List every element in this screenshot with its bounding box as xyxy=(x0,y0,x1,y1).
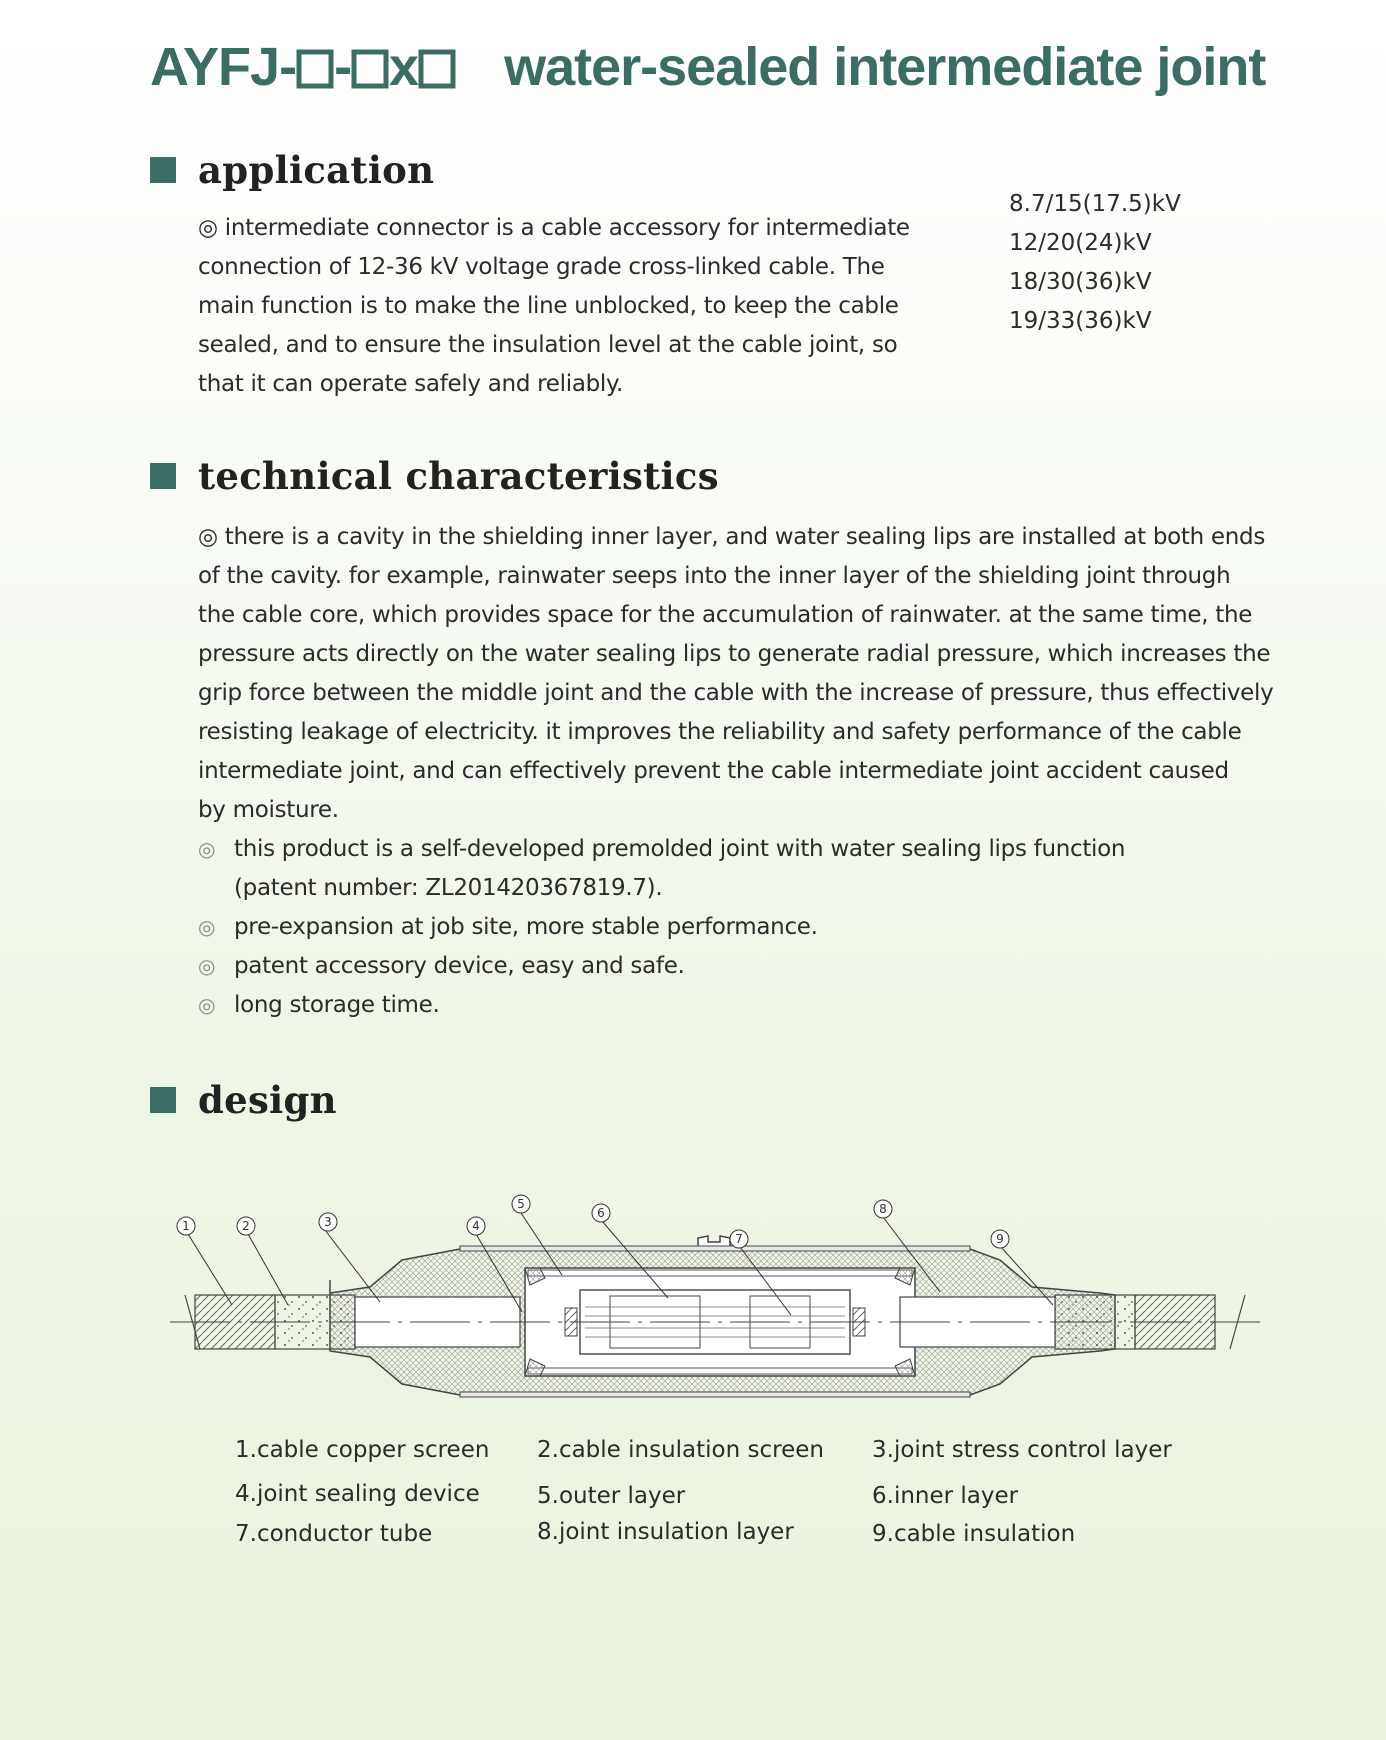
callout-3 xyxy=(319,1213,337,1231)
svg-text:5: 5 xyxy=(517,1197,525,1211)
joint-cross-section-diagram xyxy=(170,1150,1260,1400)
bullet-text: long storage time. xyxy=(234,992,440,1018)
model-prefix: AYFJ- xyxy=(150,37,297,97)
voltage-item: 19/33(36)kV xyxy=(1009,308,1152,334)
voltage-item: 12/20(24)kV xyxy=(1009,230,1152,256)
svg-text:8: 8 xyxy=(879,1202,887,1216)
callout-7 xyxy=(730,1230,748,1248)
application-heading xyxy=(150,150,434,190)
technical-heading xyxy=(150,456,719,496)
svg-text:4: 4 xyxy=(472,1219,480,1233)
legend-item: 1.cable copper screen xyxy=(235,1437,490,1463)
circle-bullet-icon: ◎ xyxy=(198,915,216,939)
circle-bullet-icon: ◎ xyxy=(198,837,216,861)
callout-8 xyxy=(874,1200,892,1218)
blank-box-icon xyxy=(418,49,456,89)
callout-1 xyxy=(177,1217,195,1235)
blank-box-icon xyxy=(351,49,389,89)
list-item xyxy=(198,986,1308,1025)
text-line: that it can operate safely and reliably. xyxy=(198,371,624,397)
section-square-icon xyxy=(150,157,176,183)
circle-bullet-icon: ◎ xyxy=(198,993,216,1017)
bullet-text-continued: (patent number: ZL201420367819.7). xyxy=(234,875,663,901)
text-line: ◎ intermediate connector is a cable accessory for intermediate xyxy=(198,215,910,241)
text-line: intermediate joint, and can effectively prevent the cable intermediate joint accident caused xyxy=(198,758,1229,784)
text-line: of the cavity. for example, rainwater seeps into the inner layer of the shielding joint through xyxy=(198,563,1231,589)
voltage-list xyxy=(1009,185,1279,341)
design-heading-text: design xyxy=(198,1078,337,1122)
callout-9 xyxy=(991,1230,1009,1248)
text-line: pressure acts directly on the water sealing lips to generate radial pressure, which increases the xyxy=(198,641,1271,667)
text-line: ◎ there is a cavity in the shielding inner layer, and water sealing lips are installed at both ends xyxy=(198,524,1266,550)
text-line: resisting leakage of electricity. it improves the reliability and safety performance of the cable xyxy=(198,719,1242,745)
text-line: by moisture. xyxy=(198,797,339,823)
blank-box-icon xyxy=(296,49,334,89)
text-line: sealed, and to ensure the insulation level at the cable joint, so xyxy=(198,332,898,358)
bullet-list xyxy=(198,830,1308,1025)
legend-item: 5.outer layer xyxy=(537,1483,686,1509)
svg-text:2: 2 xyxy=(242,1219,250,1233)
list-item xyxy=(198,830,1308,908)
legend-item: 9.cable insulation xyxy=(872,1521,1076,1547)
legend-item: 3.joint stress control layer xyxy=(872,1437,1172,1463)
product-name: water-sealed intermediate joint xyxy=(504,37,1266,97)
text-line: connection of 12-36 kV voltage grade cross-linked cable. The xyxy=(198,254,885,280)
list-item xyxy=(198,947,1308,986)
bullet-text: patent accessory device, easy and safe. xyxy=(234,953,685,979)
model-x: x xyxy=(389,37,419,97)
voltage-item: 18/30(36)kV xyxy=(1009,269,1152,295)
svg-text:7: 7 xyxy=(735,1232,743,1246)
callout-5 xyxy=(512,1195,530,1213)
svg-text:9: 9 xyxy=(996,1232,1004,1246)
svg-text:1: 1 xyxy=(182,1219,190,1233)
legend-item: 2.cable insulation screen xyxy=(537,1437,824,1463)
legend-item: 7.conductor tube xyxy=(235,1521,433,1547)
svg-text:3: 3 xyxy=(324,1215,332,1229)
legend-item: 4.joint sealing device xyxy=(235,1481,480,1507)
circle-bullet-icon: ◎ xyxy=(198,954,216,978)
design-heading xyxy=(150,1080,337,1120)
legend-item: 8.joint insulation layer xyxy=(537,1519,794,1545)
section-square-icon xyxy=(150,1087,176,1113)
svg-text:6: 6 xyxy=(597,1206,605,1220)
bullet-text: pre-expansion at job site, more stable performance. xyxy=(234,914,818,940)
legend-item: 6.inner layer xyxy=(872,1483,1019,1509)
bullet-text: this product is a self-developed premolded joint with water sealing lips function xyxy=(234,836,1126,862)
technical-heading-text: technical characteristics xyxy=(198,454,719,498)
list-item xyxy=(198,908,1308,947)
technical-paragraph xyxy=(198,518,1308,830)
callout-6 xyxy=(592,1204,610,1222)
application-heading-text: application xyxy=(198,148,435,192)
section-square-icon xyxy=(150,463,176,489)
text-line: the cable core, which provides space for the accumulation of rainwater. at the same time, the xyxy=(198,602,1253,628)
application-paragraph xyxy=(198,209,958,404)
text-line: main function is to make the line unblocked, to keep the cable xyxy=(198,293,899,319)
page-title xyxy=(150,36,1265,98)
voltage-item: 8.7/15(17.5)kV xyxy=(1009,191,1181,217)
model-dash: - xyxy=(334,37,352,97)
callout-4 xyxy=(467,1217,485,1235)
text-line: grip force between the middle joint and the cable with the increase of pressure, thus effectively xyxy=(198,680,1274,706)
callout-2 xyxy=(237,1217,255,1235)
